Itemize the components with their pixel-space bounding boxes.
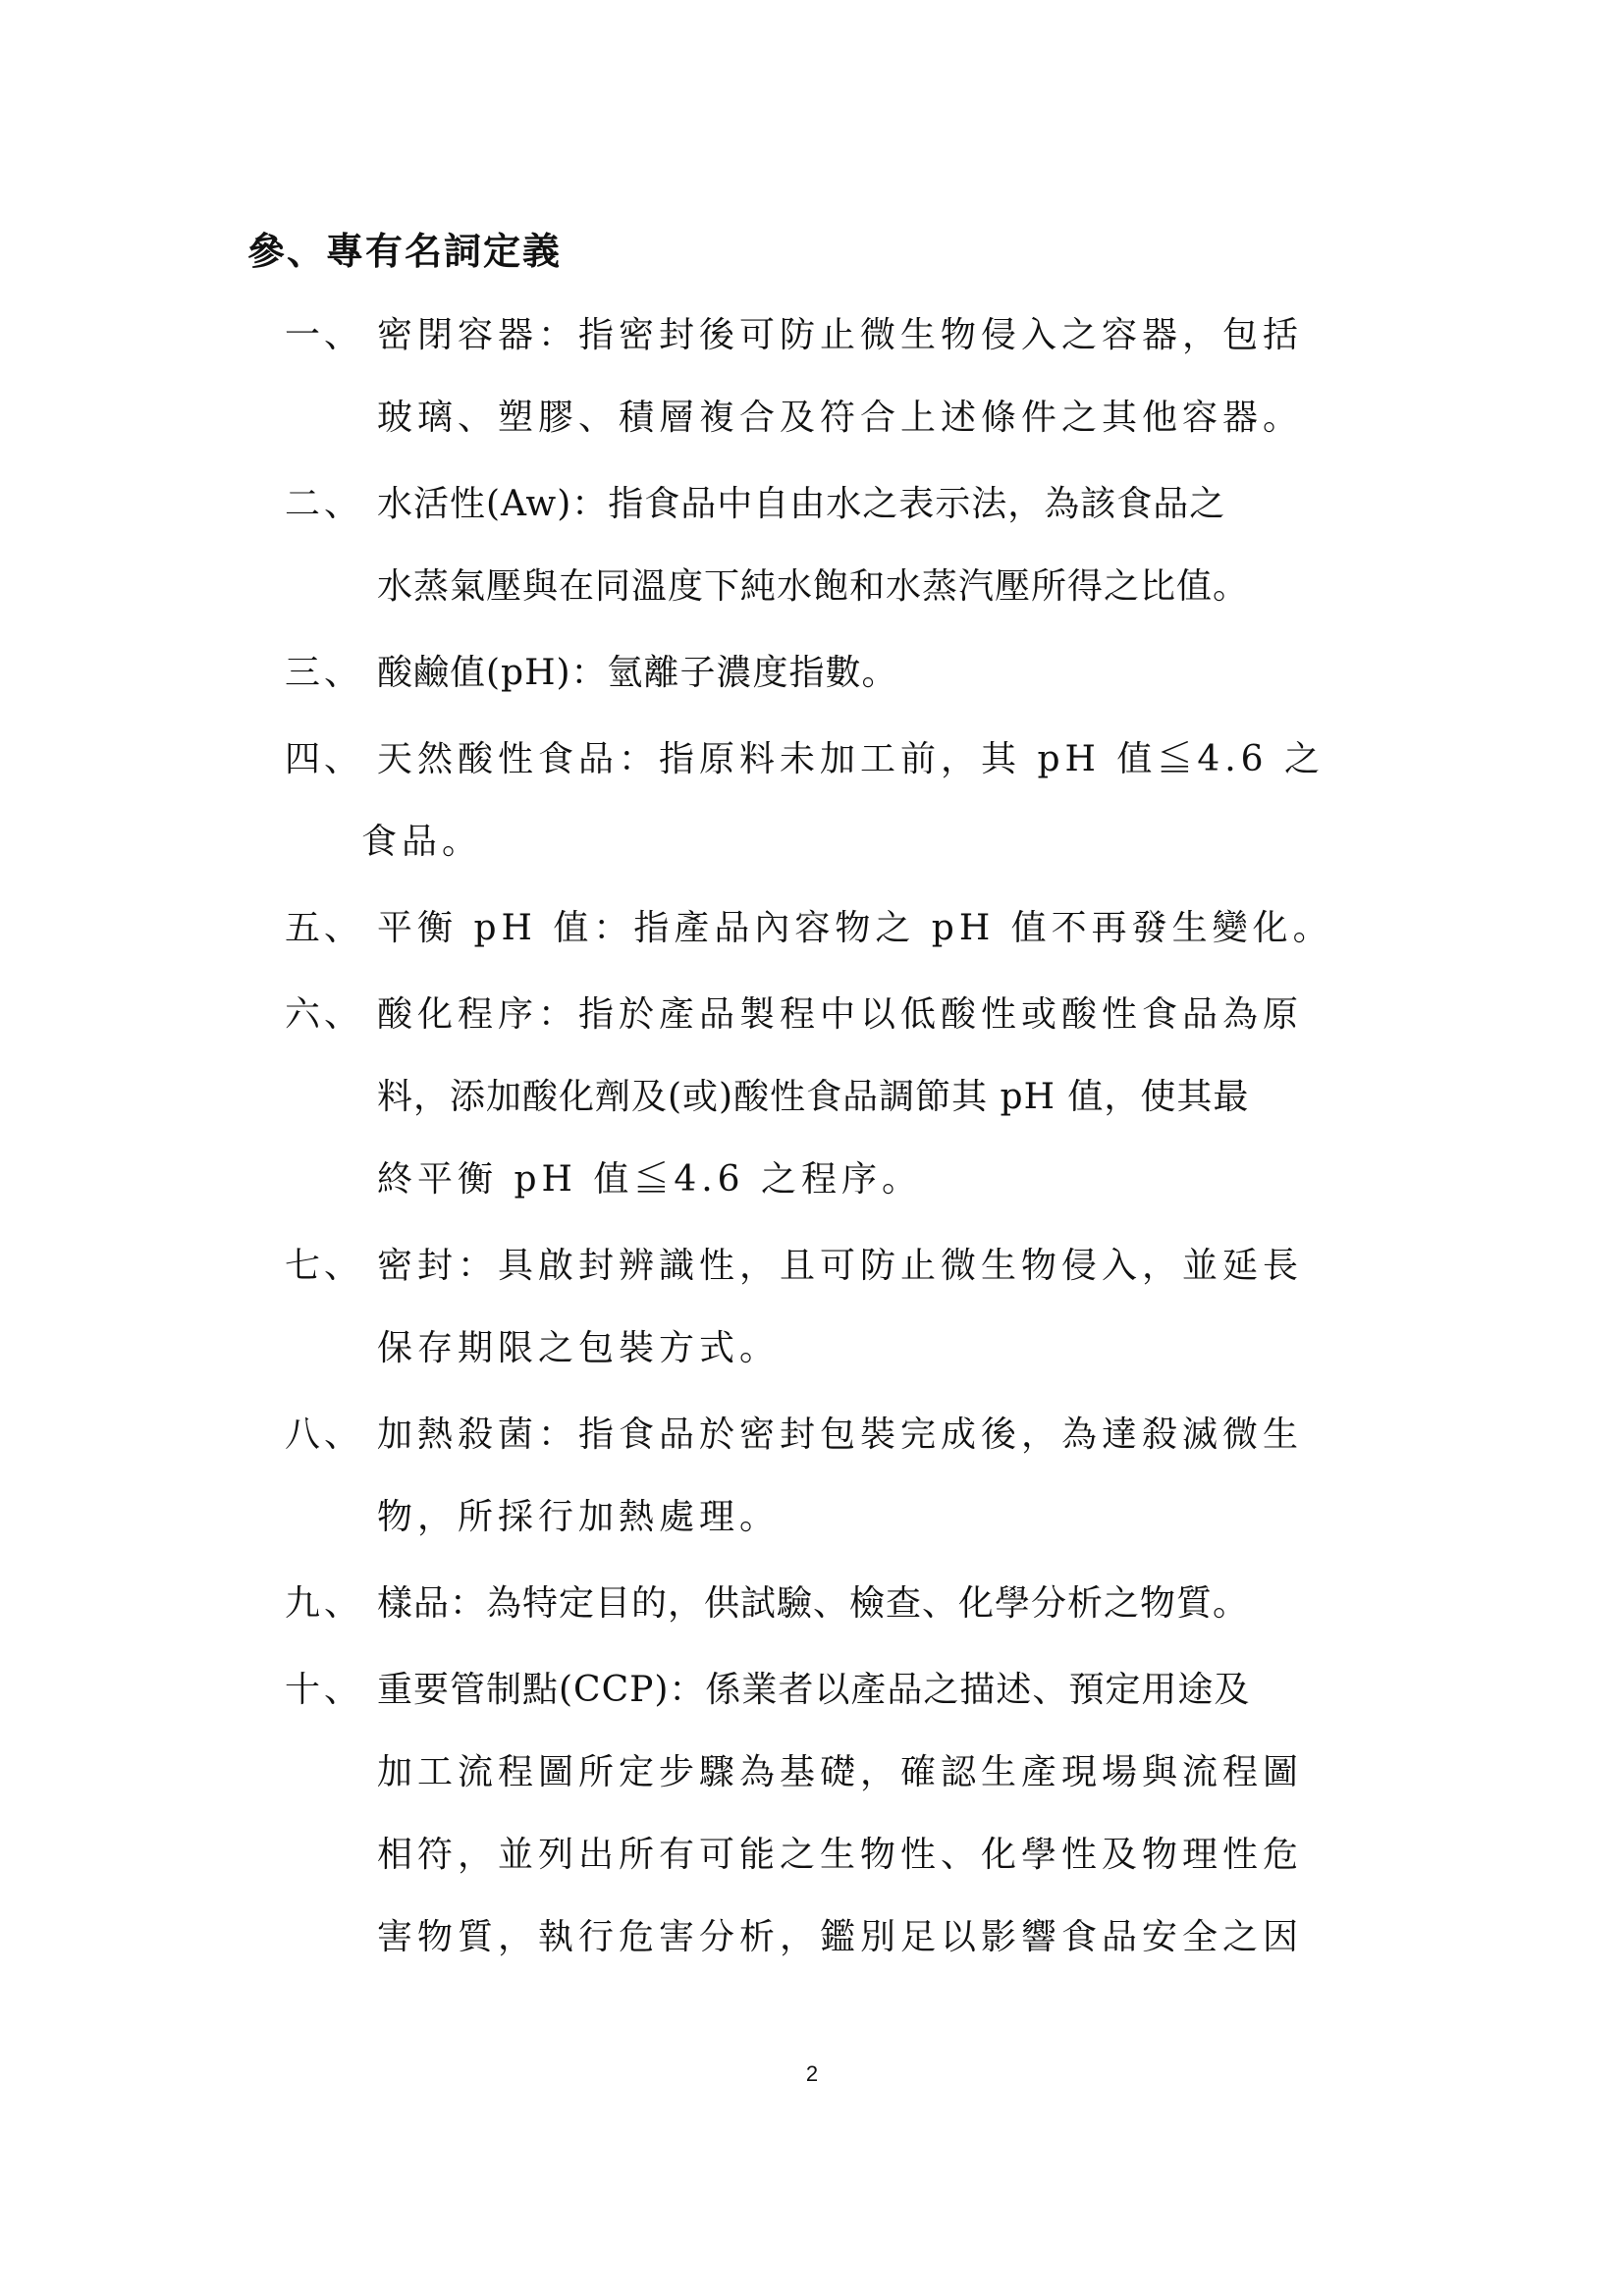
page-number: 2	[805, 2061, 819, 2086]
definition-text-line: 酸鹼值(pH)：氫離子濃度指數。	[377, 653, 898, 693]
definition-text-line: 密封：具啟封辨識性，且可防止微生物侵入，並延長	[377, 1246, 1304, 1286]
definition-item	[285, 887, 1394, 970]
definition-text-line: 食品。	[361, 822, 483, 862]
definition-number: 一、	[285, 315, 364, 355]
definition-text-line: 水活性(Aw)：指食品中自由水之表示法，為該食品之	[377, 484, 1226, 524]
definition-text-line: 料，添加酸化劑及(或)酸性食品調節其 pH 值，使其最	[377, 1077, 1250, 1117]
definition-text-line: 樣品：為特定目的，供試驗、檢查、化學分析之物質。	[377, 1583, 1250, 1624]
definition-number: 七、	[285, 1246, 364, 1286]
definition-text-line: 保存期限之包裝方式。	[377, 1328, 781, 1368]
definition-item	[285, 632, 1394, 715]
definition-text-line: 物，所採行加熱處理。	[377, 1497, 781, 1537]
definition-list	[285, 294, 1394, 1983]
definition-text-line: 終平衡 pH 值≦4.6 之程序。	[377, 1159, 923, 1200]
definition-item	[285, 1563, 1394, 1645]
definition-item	[285, 719, 1394, 883]
definition-number: 八、	[285, 1415, 364, 1455]
definition-text-line: 害物質，執行危害分析，鑑別足以影響食品安全之因	[377, 1917, 1304, 1957]
definition-text-line: 重要管制點(CCP)：係業者以產品之描述、預定用途及	[377, 1670, 1251, 1710]
definition-item	[285, 1225, 1394, 1390]
definition-item	[285, 1649, 1394, 1979]
definition-item	[285, 463, 1394, 628]
definition-number: 四、	[285, 739, 364, 779]
definition-text-line: 酸化程序：指於產品製程中以低酸性或酸性食品為原	[377, 994, 1304, 1035]
definition-number: 五、	[285, 908, 364, 948]
definition-text-line: 加熱殺菌：指食品於密封包裝完成後，為達殺滅微生	[377, 1415, 1304, 1455]
definition-number: 九、	[285, 1583, 364, 1624]
definition-text-line: 平衡 pH 值：指產品內容物之 pH 值不再發生變化。	[377, 908, 1333, 948]
definition-item	[285, 1394, 1394, 1559]
definition-text-line: 加工流程圖所定步驟為基礎，確認生產現場與流程圖	[377, 1752, 1304, 1792]
definition-number: 二、	[285, 484, 364, 524]
definition-number: 十、	[285, 1670, 364, 1710]
definition-number: 六、	[285, 994, 364, 1035]
definition-item	[285, 294, 1394, 459]
definition-text-line: 密閉容器：指密封後可防止微生物侵入之容器，包括	[377, 315, 1304, 355]
definition-text-line: 水蒸氣壓與在同溫度下純水飽和水蒸汽壓所得之比值。	[377, 566, 1250, 607]
definition-text-line: 天然酸性食品：指原料未加工前，其 pH 值≦4.6 之	[377, 739, 1326, 779]
definition-text-line: 相符，並列出所有可能之生物性、化學性及物理性危	[377, 1835, 1304, 1875]
definition-item	[285, 974, 1394, 1221]
definition-number: 三、	[285, 653, 364, 693]
definition-text-line: 玻璃、塑膠、積層複合及符合上述條件之其他容器。	[377, 398, 1304, 438]
section-heading: 參、專有名詞定義	[247, 229, 563, 273]
